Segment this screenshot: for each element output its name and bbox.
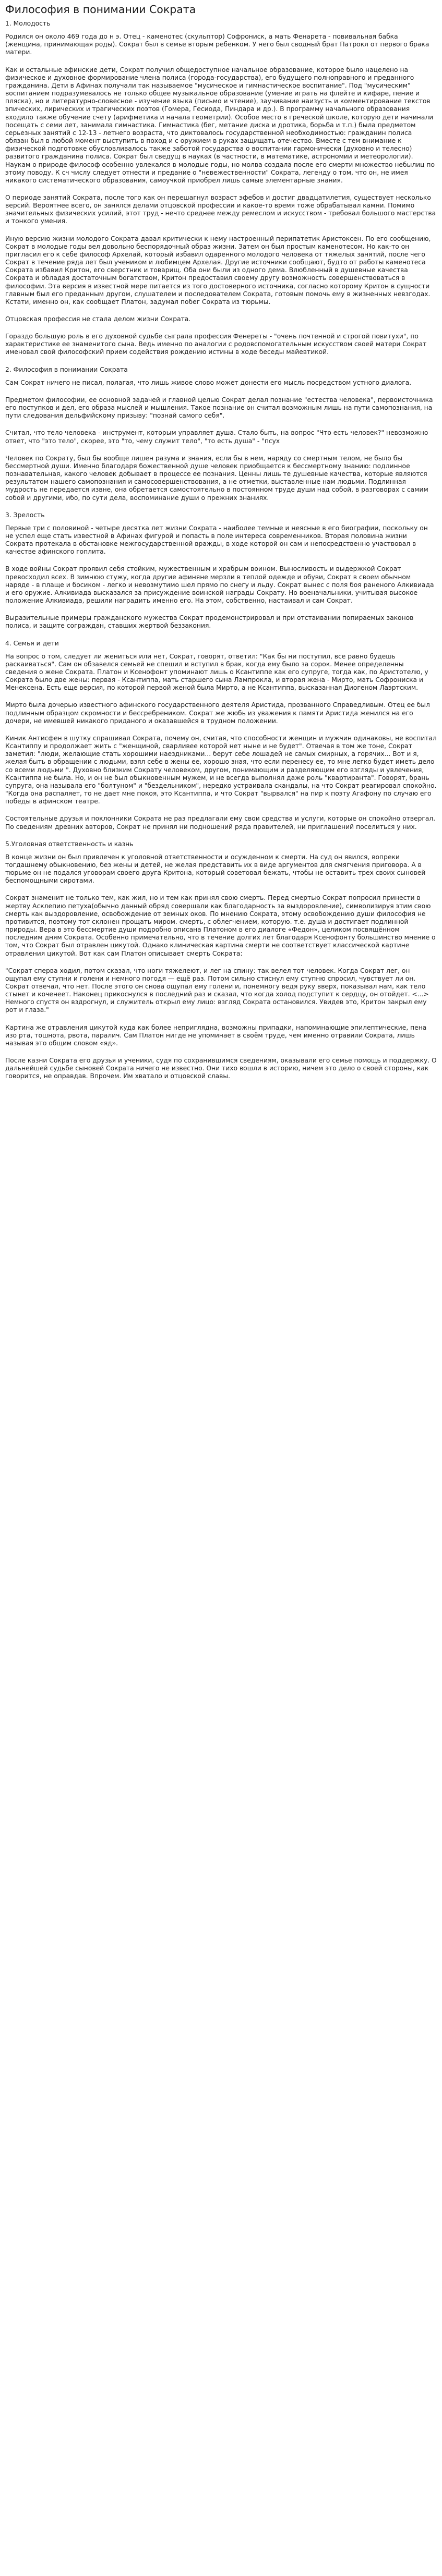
paragraph: Выразительные примеры гражданского мужества Сократ продемонстрировал и при отстаивании попираемых законов полиса, и защите сограждан, ставших жертвой беззакония. — [5, 614, 414, 630]
document-body — [5, 20, 437, 1081]
paragraph: Состоятельные друзья и поклонники Сократа не раз предлагали ему свои средства и услуги, которые он спокойно отвергал. По сведениям древних авторов, Сократ не принял ни подношений ряда правителей, ни приглашений поселиться у них. — [5, 815, 436, 831]
paragraph: О периоде занятий Сократа, после того как он перешагнул возраст эфебов и достиг двадцатилетия, существует несколько версий. Вероятнее всего, он занялся делами отцовской профессии и какое-то время тоже обрабатывал камни. Помимо значительных физических усилий, этот труд - нечто среднее между ремеслом и искусством - требовал большого мастерства и тонкого умения. — [5, 193, 436, 225]
paragraph: Сам Сократ ничего не писал, полагая, что лишь живое слово может донести его мысль посредством устного диалога. — [5, 379, 412, 386]
section-heading: 5.Уголовная ответственность и казнь — [5, 840, 134, 848]
paragraph: В конце жизни он был привлечен к уголовной ответственности и осужденном к смерти. На суд он явился, вопреки тогдашнему обыкновению, без жены и детей, не желая представить их в виде аргументов для смягчения приговора. А в тюрьме он не подался уговорам своего друга Критона, который советовал бежать, чтобы не оставить трех своих сыновей беспомощными сиротами. — [5, 853, 426, 885]
section-heading: 4. Семья и дети — [5, 639, 59, 647]
page-title: Философия в понимании Сократа — [5, 3, 196, 16]
paragraph: Сократ знаменит не только тем, как жил, но и тем как принял свою смерть. Перед смертью Сократ попросил принести в жертву Асклепию петуха(обычно данный обряд совершали как благодарность за выздоровление), символизируя этим свою смерть как выздоровление, освобождение от земных оков. По мнению Сократа, этому освобождению души философия не противится, поэтому тот склонен прощать миром. смерть, с облегчением, которую. т.е. душа и достигает подлинной природы. Вера в это бессмертие души подробно описана Платоном в его диалоге «Федон», целиком посвящённом последним дням Сократа. Особенно примечательно, что в течение долгих лет благодаря Ксенофонту большинство мнение о том, что Сократ был отравлен цикутой. Однако клиническая картина смерти не соответствует классической картине отравления цикутой. Вот как сам Платон описывает смерть Сократа: — [5, 894, 436, 957]
paragraph: После казни Сократа его друзья и ученики, судя по сохранившимся сведениям, оказывали его семье помощь и поддержку. О дальнейшей судьбе сыновей Сократа ничего не известно. Они тихо вошли в историю, ничем это дело о своей стороны, как говорится, не оправдав. Впрочем. Им хватало и отцовской славы. — [5, 1057, 437, 1080]
paragraph: Отцовская профессия не стала делом жизни Сократа. — [5, 315, 191, 323]
paragraph: Мирто была дочерью известного афинского государственного деятеля Аристида, прозванного Справедливым. Отец ее был подлинным образцом скромности и бессребреником. Сократ же жюбь из уважения к памяти Аристида женился на его дочери, не имевшей никакого приданого и оказавшейся в трудном положении. — [5, 701, 430, 725]
section-heading: 3. Зрелость — [5, 511, 45, 519]
paragraph: Предметом философии, ее основной задачей и главной целью Сократ делал познание "естества человека", первоисточника его поступков и дел, его образа мыслей и мышления. Такое познание он считал возможным лишь на пути самопознания, на пути следования дельфийскому призыву: "познай самого себя". — [5, 396, 433, 420]
paragraph: Первые три с половиной - четыре десятка лет жизни Сократа - наиболее темные и неясные в его биографии, поскольку он не успел еще стать известной в Афинах фигурой и попасть в поле интереса современников. Вторая половина жизни Сократа протекала в обстановке межгосударственной вражды, в ходе которой он сам и непосредственно участвовал в качестве афинского гоплита. — [5, 524, 428, 556]
paragraph: Считал, что тело человека - инструмент, которым управляет душа. Стало быть, на вопрос "Что есть человек?" невозможно ответ, что "это тело", скорее, это "то, чему служит тело", "то есть душа" - "псух — [5, 429, 428, 445]
paragraph: "Сократ сперва ходил, потом сказал, что ноги тяжелеют, и лег на спину: так велел тот человек. Когда Сократ лег, он ощупал ему ступни и голени и немного погодя — ещё раз. Потом сильно стиснул ему ступню спросил, чувствует ли он. Сократ отвечал, что нет. После этого он снова ощупал ему голени и, понемногу ведя руку вверх, показывал нам, как тело стынет и коченеет. Наконец прикоснулся в последний раз и сказал, что когда холод подступит к сердцу, он отойдет. <...> Немного спустя он вздрогнул, и служитель открыл ему лицо: взгляд Сократа остановился. Увидев это, Критон закрыл ему рот и глаза." — [5, 967, 429, 1014]
paragraph: В ходе войны Сократ проявил себя стойким, мужественным и храбрым воином. Выносливость и выдержкой Сократ превосходил всех. В зимнюю стужу, когда другие афиняне мерзли в теплой одежде и обуви, Сократ в своем обычном наряде - в плаще и босиком - легко и невозмутимо шел прямо по снегу и льду. Сократ вынес с поля боя раненого Алкивиада и его оружие. Алкивиада высказался за присуждение воинской награды Сократу. Но военачальники, учитывая высокое положение Алкивиада, решили наградить именно его. На этом, собственно, настаивал и сам Сократ. — [5, 565, 434, 605]
paragraph: Гораздо большую роль в его духовной судьбе сыграла профессия Фенереты - "очень почтенной и строгой повитухи", по характеристике ее знаменитого сына. Ведь именно по аналогии с родовспомогательным искусством своей матери Сократ именовал свой философский прием содействия рождению истины в ходе беседы майевтикой. — [5, 333, 427, 356]
paragraph: Как и остальные афинские дети, Сократ получил общедоступное начальное образование, которое было нацелено на физическое и духовное формирование члена полиса (города-государства), его будущего полноправного и преданного гражданина. Дети в Афинах получали так называемое "мусическое и гимнастическое воспитание". Под "мусическим" воспитанием подразумевалось не только общее музыкальное образование (умение играть на флейте и кифаре, пение и пляска), но и литературно-словесное - изучение языка (письмо и чтение), заучивание наизусть и комментирование текстов эпических, лирических и трагических поэтов (Гомера, Гесиода, Пиндара и др.). В программу начального образования входило также обучение счету (арифметика и начала геометрии). Особое место в греческой школе, которую дети начинали посещать с семи лет, занимала гимнастика. Гимнастика (бег, метание диска и дротика, борьба и т.п.) была предметом серьезных занятий с 12-13 - летнего возраста, что диктовалось государственной необходимостью: гражданин полиса обязан был в любой момент выступить в поход и с оружием в руках защищать отечество. Вместе с тем внимание к физической подготовке обусловливалось также заботой государства о воспитании гармонически (духовно и телесно) развитого гражданина полиса. Сократ был сведущ в науках (в частности, в математике, астрономии и метеорологии). Наукам о природе философ особенно увлекался в молодые годы, но молва создала после его смерти множество небылиц по этому поводу. К сч числу следует отнести и предание о "невежественности" Сократа, легенду о том, что он, не имея никакого систематического образования, самоучкой приобрел лишь самые элементарные знания. — [5, 66, 435, 184]
paragraph: На вопрос о том, следует ли жениться или нет, Сократ, говорят, ответил: "Как бы ни поступил, все равно будешь раскаиваться". Сам он обзавелся семьей не спешил и вступил в брак, когда ему было за сорок. Менее определенны сведения о жене Сократа. Платон и Ксенофонт упоминают лишь о Ксантиппе как его супруге, тогда как, по Аристотелю, у Сократа было две жены: первая - Ксантиппа, мать старшего сына Лампрокла, и вторая жена - Мирто, мать Софрониска и Менексена. Есть еще версия, по которой первой женой была Мирто, а не Ксантиппа, высказанная Диогеном Лаэртским. — [5, 652, 428, 692]
paragraph: Человек по Сократу, был бы вообще лишен разума и знания, если бы в нем, наряду со смертным телом, не было бы бессмертной души. Именно благодаря божественной душе человек приобщается к бессмертному знанию: подлинное познавательная, какого человек добывает в процессе ее познания. Ценны лишь те душевные качества, которые являются результатом нашего самопознания и самосовершенствования, а не отметки, выставленные нам людьми. Подлинная мудрость не передается извне, она обретается самостоятельно в постоянном труде души над собой, в разговорах с самим собой и другими, ибо, по сути дела, воспоминание души о прежних знаниях. — [5, 454, 428, 502]
paragraph: Киник Антисфен в шутку спрашивал Сократа, почему он, считая, что способности женщин и мужчин одинаковы, не воспитал Ксантиппу и продолжает жить с "женщиной, сварливее которой нет ныне и не будет". Отвечая в том же тоне, Сократ заметил: "люди, желающие стать хорошими наездниками... берут себе лошадей не самых смирных, а горячих... Вот и я, желая быть в обращении с людьми, взял себе в жены ее, хорошо зная, что если перенесу ее, то мне легко будет иметь дело со всеми людьми ". Духовно близким Сократу человеком, другом, понимающим и разделяющим его взгляды и увлечения, Ксантиппа не была. Но, и он не был обыкновенным мужем, и не всегда выполнял даже роль "квартиранта". Говорят, брань супруга, она называла его "болтуном" и "бездельником", нередко устраивала скандалы, на что Сократ реагировал спокойно. "Когда она распаляет, то не дает мне покоя, это Ксантиппа, и что Сократ "вырвался" на пир к поэту Агафону по случаю его победы в афинском театре. — [5, 734, 437, 805]
paragraph: Иную версию жизни молодого Сократа давал критически к нему настроенный перипатетик Аристоксен. По его сообщению, Сократ в молодые годы вел довольно беспорядочный образ жизни. Затем он был простым каменотесом. Но как-то он пригласил его к себе философ Архелай, который избавил одаренного молодого человека от тяжелых занятий, после чего Сократ в течение ряда лет был учеником и любимцем Архелая. Другие источники сообщают, будто от работы каменотеса Сократа избавил Критон, его сверстник и товарищ. Оба они были из одного дема. Влюбленный в душевные качества Сократа и обладая достаточным богатством, Критон предоставил своему другу возможность совершенствоваться в философии. Эта версия в известной мере питается из того достоверного источника, согласно которому Критон в сущности главным был его преданным другом, слушателем и последователем Сократа, готовым помочь ему в жизненных невзгодах. Кстати, именно он, как сообщает Платон, задумал побег Сократа из тюрьмы. — [5, 235, 431, 306]
section-heading: 1. Молодость — [5, 20, 51, 27]
paragraph: Картина же отравления цикутой куда как более неприглядна, возможны припадки, напоминающие эпилептические, пена изо рта, тошнота, рвота, паралич. Сам Платон нигде не упоминает в своём труде, чем именно отравили Сократа, лишь называя это общим словом «яд». — [5, 1023, 427, 1047]
section-heading: 2. Философия в понимании Сократа — [5, 365, 128, 373]
paragraph: Родился он около 469 года до н э. Отец - каменотес (скульптор) Софрониск, а мать Фенарета - повивальная бабка (женщина, принимающая роды). Сократ был в семье вторым ребенком. У него был сводный брат Патрокл от первого брака матери. — [5, 33, 429, 56]
